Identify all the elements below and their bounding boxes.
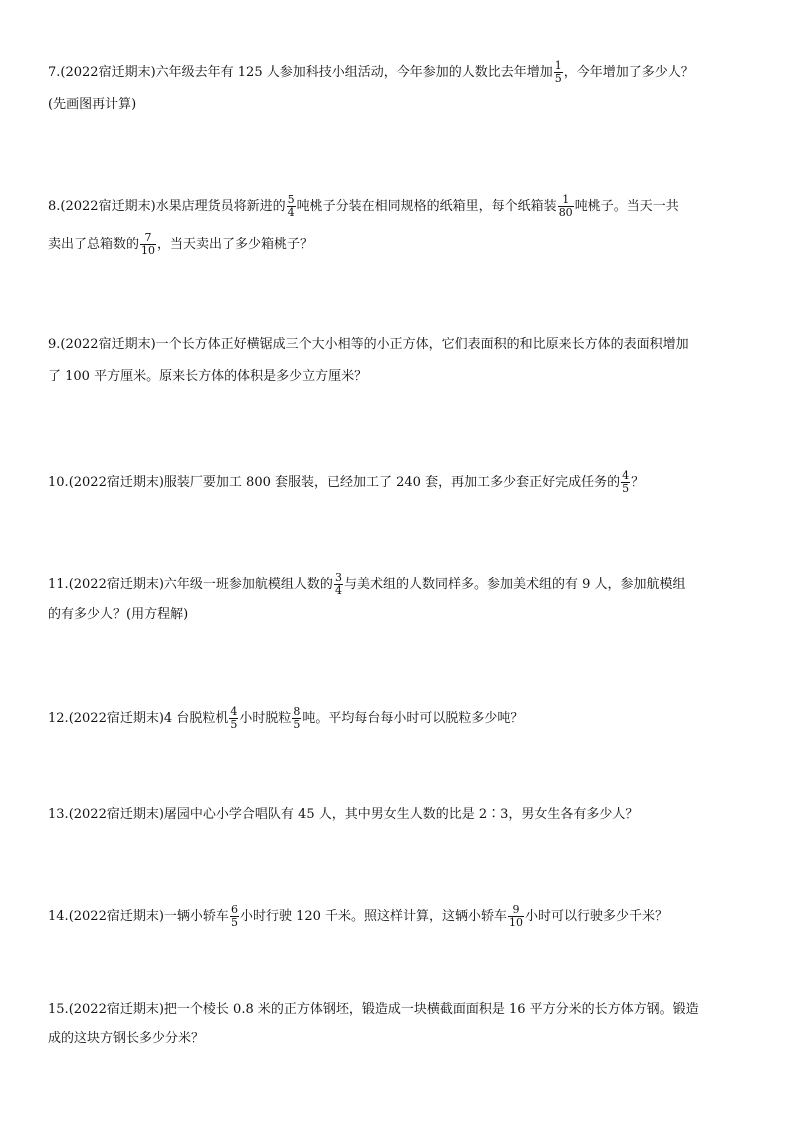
question-text: 六年级一班参加航模组人数的 (163, 577, 333, 592)
question-number: 12 (48, 711, 65, 726)
fraction (558, 194, 574, 219)
question-12-line-1: 12.(2022宿迁期末)4 台脱粒机 $\frac{4}{5}$ 小时脱粒 $\frac{8}{5}$ 吨。平均每台每小时可以脱粒多少吨？ (48, 705, 524, 731)
question-source: (2022宿迁期末) (68, 577, 164, 592)
question-15-line-1: 15.(2022宿迁期末)把一个棱长 0.8 米的正方体钢坯，锻造成一块横截面面积是 16 平方分米的长方体方钢。锻造 (48, 1002, 699, 1017)
fraction (140, 232, 156, 257)
question-number: 7 (48, 65, 57, 80)
question-source: (2022宿迁期末) (68, 807, 164, 822)
denominator: 5 (293, 718, 301, 731)
numerator: 5 (287, 193, 295, 206)
question-text: ，当天卖出了多少箱桃子？ (157, 237, 314, 252)
question-text: 屠园中心小学合唱队有 45 人，其中男女生人数的比是 2∶3，男女生各有多少人？ (163, 807, 639, 822)
denominator: 4 (334, 584, 342, 597)
question-text: 4 台脱粒机 (163, 711, 229, 726)
question-number: 8 (48, 199, 57, 214)
denominator: 5 (622, 482, 630, 495)
question-number: 11 (48, 577, 65, 592)
question-number: 14 (48, 909, 65, 924)
question-text: 服装厂要加工 800 套服装，已经加工了 240 套，再加工多少套正好完成任务的 (163, 475, 621, 490)
fraction (508, 904, 524, 929)
question-9-line-1: 9.(2022宿迁期末)一个长方体正好横锯成三个大小相等的小正方体，它们表面积的和比原来长方体的表面积增加 (48, 337, 689, 352)
question-text: 小时可以行驶多少千米？ (525, 909, 669, 924)
question-text: 一辆小轿车 (163, 909, 229, 924)
question-10-line-1: 10.(2022宿迁期末)服装厂要加工 800 套服装，已经加工了 240 套，再加工多少套正好完成任务的 $\frac{4}{5}$ ？ (48, 469, 645, 495)
question-text: ，今年增加了多少人？ (563, 65, 694, 80)
question-source: (2022宿迁期末) (60, 65, 156, 80)
numerator: 4 (622, 469, 630, 482)
fraction (292, 706, 301, 731)
fraction (621, 470, 630, 495)
question-source: (2022宿迁期末) (68, 1002, 164, 1017)
question-text: ？ (631, 475, 645, 490)
question-text: 小时脱粒 (239, 711, 292, 726)
numerator: 9 (512, 903, 520, 916)
question-text: 水果店理货员将新进的 (155, 199, 286, 214)
denominator: 80 (558, 206, 573, 219)
question-text: 六年级去年有 125 人参加科技小组活动，今年参加的人数比去年增加 (155, 65, 553, 80)
question-text: 把一个棱长 0.8 米的正方体钢坯，锻造成一块横截面面积是 16 平方分米的长方体方钢。锻造 (163, 1002, 699, 1017)
question-source: (2022宿迁期末) (68, 909, 164, 924)
question-8-line-2 (48, 232, 313, 257)
question-source: (2022宿迁期末) (68, 475, 164, 490)
question-7-line-1: 7.(2022宿迁期末)六年级去年有 125 人参加科技小组活动，今年参加的人数比去年增加 $\frac{1}{5}$ ，今年增加了多少人？ (48, 59, 694, 85)
question-text: 与美术组的人数同样多。参加美术组的有 9 人，参加航模组 (343, 577, 686, 592)
question-number: 15 (48, 1002, 65, 1017)
denominator: 10 (509, 916, 524, 929)
question-source: (2022宿迁期末) (60, 199, 156, 214)
question-text: 吨。平均每台每小时可以脱粒多少吨？ (302, 711, 524, 726)
question-text: 吨桃子。当天一共 (574, 199, 679, 214)
fraction (229, 706, 238, 731)
question-11-line-2: 的有多少人？(用方程解) (48, 607, 189, 622)
denominator: 4 (287, 206, 295, 219)
numerator: 6 (230, 903, 238, 916)
question-8-line-1: 8.(2022宿迁期末)水果店理货员将新进的 $\frac{5}{4}$ 吨桃子分装在相同规格的纸箱里，每个纸箱装 $\frac{1}{80}$ 吨桃子。当天一共 (48, 193, 679, 219)
question-13-line-1: 13.(2022宿迁期末)屠园中心小学合唱队有 45 人，其中男女生人数的比是 2∶3，男女生各有多少人？ (48, 807, 639, 822)
question-text: 吨桃子分装在相同规格的纸箱里，每个纸箱装 (296, 199, 557, 214)
denominator: 5 (230, 916, 238, 929)
question-9-line-2: 了 100 平方厘米。原来长方体的体积是多少立方厘米？ (48, 369, 368, 384)
numerator: 7 (144, 231, 152, 244)
question-text: 小时行驶 120 千米。照这样计算，这辆小轿车 (239, 909, 508, 924)
fraction (554, 60, 563, 85)
question-14-line-1: 14.(2022宿迁期末)一辆小轿车 $\frac{6}{5}$ 小时行驶 120 千米。照这样计算，这辆小轿车 $\frac{9}{10}$ 小时可以行驶多少千米？ (48, 903, 669, 929)
question-15-line-2: 成的这块方钢长多少分米？ (48, 1031, 205, 1046)
question-number: 9 (48, 337, 57, 352)
numerator: 3 (334, 571, 342, 584)
fraction (287, 194, 296, 219)
question-number: 10 (48, 475, 65, 490)
denominator: 5 (554, 72, 562, 85)
question-number: 13 (48, 807, 65, 822)
question-11-line-1: 11.(2022宿迁期末)六年级一班参加航模组人数的 $\frac{3}{4}$ 与美术组的人数同样多。参加美术组的有 9 人，参加航模组 (48, 571, 686, 597)
denominator: 5 (230, 718, 238, 731)
question-source: (2022宿迁期末) (68, 711, 164, 726)
numerator: 4 (230, 705, 238, 718)
numerator: 8 (293, 705, 301, 718)
numerator: 1 (554, 59, 562, 72)
denominator: 10 (141, 244, 156, 257)
question-text: 卖出了总箱数的 (48, 237, 140, 252)
numerator: 1 (562, 193, 570, 206)
fraction (334, 572, 343, 597)
question-source: (2022宿迁期末) (60, 337, 156, 352)
question-7-line-2: (先画图再计算) (48, 97, 137, 112)
fraction (230, 904, 239, 929)
question-text: 一个长方体正好横锯成三个大小相等的小正方体，它们表面积的和比原来长方体的表面积增加 (155, 337, 689, 352)
